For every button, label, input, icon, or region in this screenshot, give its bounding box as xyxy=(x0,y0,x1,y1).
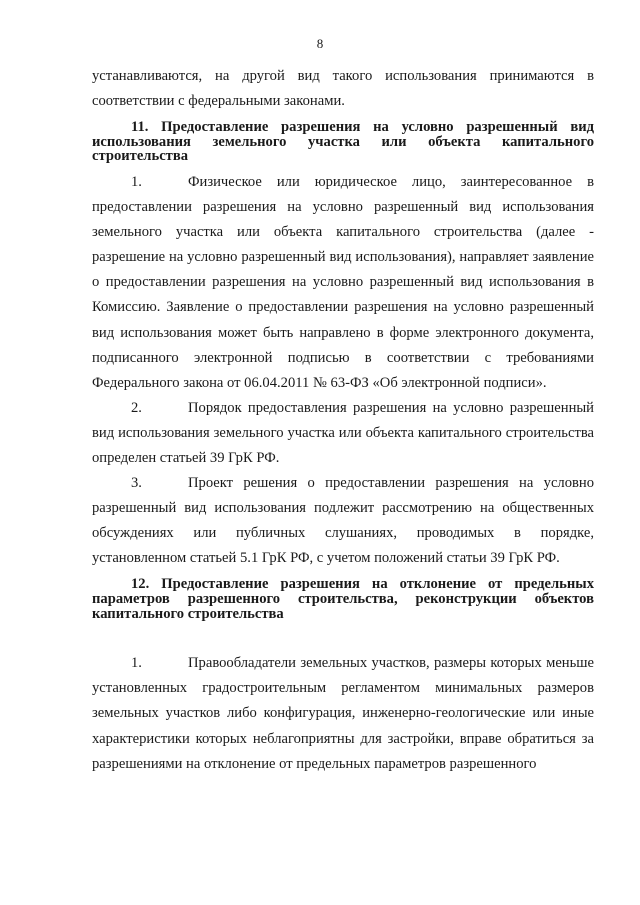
section-heading-12 xyxy=(92,577,594,621)
spacer xyxy=(92,627,594,651)
clause-text: Физическое или юридическое лицо, заинтересованное в предоставлении разрешения на условно разрешенный вид использования земельного участка или объекта капитального строительства (далее - разрешение на условно разрешенный вид использования), направляет заявление о предоставлении разрешения на условно разрешенный вид использования в Комиссию. Заявление о предоставлении разрешения на условно разрешенный вид использования может быть направлено в форме электронного документа, подписанного электронной подписью в соответствии с требованиями Федерального закона от 06.04.2011 № 63-ФЗ «Об электронной подписи». xyxy=(92,173,594,391)
clause-text: Проект решения о предоставлении разрешения на условно разрешенный вид использования подлежит рассмотрению на общественных обсуждениях или публичных слушаниях, проводимых в порядке, установленном статьей 5.1 ГрК РФ, с учетом положений статьи 39 ГрК РФ. xyxy=(92,475,594,567)
clause-number: 1. xyxy=(131,655,142,672)
document-body xyxy=(92,64,594,777)
section-heading-11 xyxy=(92,120,594,164)
page-number: 8 xyxy=(316,36,324,51)
clause-text: Порядок предоставления разрешения на условно разрешенный вид использования земельного участка или объекта капитального строительства определен статьей 39 ГрК РФ. xyxy=(92,399,594,466)
clause-12-1 xyxy=(92,651,594,776)
clause-number: 1. xyxy=(131,173,142,190)
clause-text: Правообладатели земельных участков, размеры которых меньше установленных градостроительным регламентом минимальных размеров земельных участков либо конфигурация, инженерно-геологические или иные характеристики которых неблагоприятны для застройки, вправе обратиться за разрешениями на отклонение от предельных параметров разрешенного xyxy=(92,655,594,772)
clause-11-2 xyxy=(92,396,594,471)
paragraph-continuation: устанавливаются, на другой вид такого использования принимаются в соответствии с федеральными законами. xyxy=(92,68,594,110)
section-heading-12-text: 12. Предоставление разрешения на отклонение от предельных параметров разрешенного строительства, реконструкции объектов капитального строительства xyxy=(92,576,594,622)
section-heading-11-text: 11. Предоставление разрешения на условно разрешенный вид использования земельного участка или объекта капитального строительства xyxy=(92,119,594,165)
clause-number: 2. xyxy=(131,399,142,416)
clause-11-1 xyxy=(92,170,594,396)
clause-11-3 xyxy=(92,471,594,571)
clause-number: 3. xyxy=(131,475,142,492)
